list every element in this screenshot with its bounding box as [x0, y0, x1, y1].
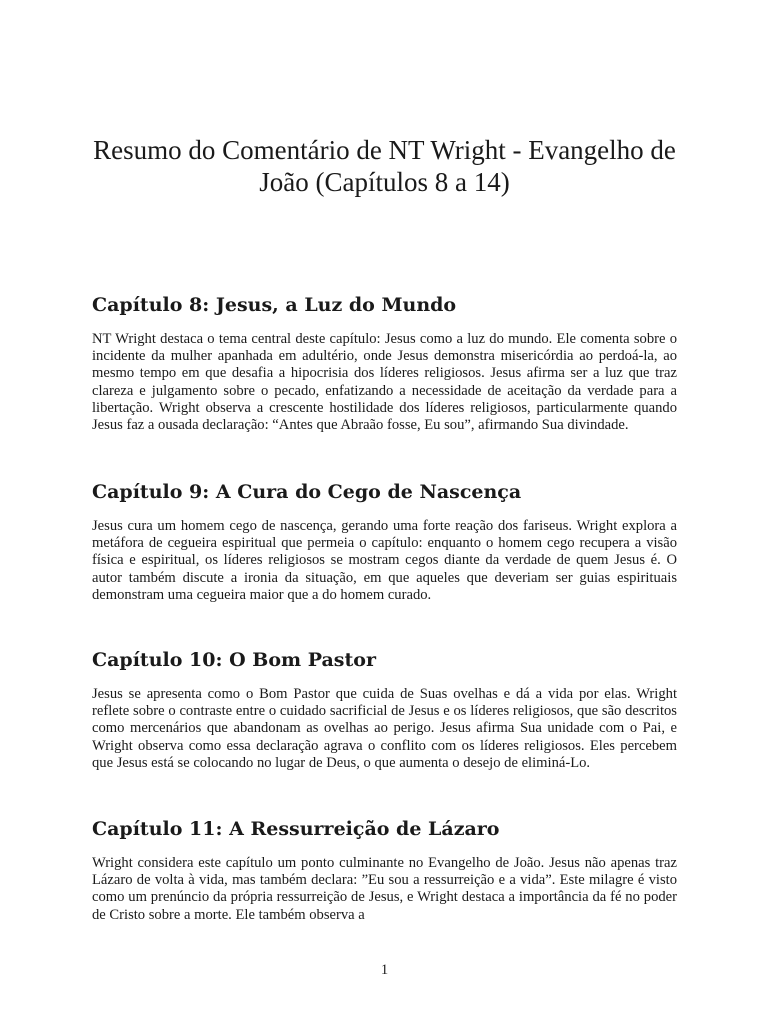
section-heading: Capítulo 10: O Bom Pastor: [92, 649, 376, 671]
document-page: [92, 0, 677, 1024]
section-heading: Capítulo 8: Jesus, a Luz do Mundo: [92, 294, 457, 316]
section-heading: Capítulo 9: A Cura do Cego de Nascença: [92, 481, 522, 503]
section-chapter-11: [92, 817, 677, 924]
page-number: 1: [380, 962, 389, 978]
section-chapter-8: [92, 293, 677, 434]
section-chapter-10: [92, 648, 677, 772]
section-paragraph: Wright considera este capítulo um ponto culminante no Evangelho de João. Jesus não apenas traz Lázaro de volta à vida, mas também declara: ”Eu sou a ressurreição e a vida”. Este milagre é visto como um prenúncio da própria ressurreição de Jesus, e Wright destaca a importância da fé no poder de Cristo sobre a morte. Ele também observa a: [92, 855, 677, 923]
section-paragraph: NT Wright destaca o tema central deste capítulo: Jesus como a luz do mundo. Ele comenta sobre o incidente da mulher apanhada em adultério, onde Jesus demonstra misericórdia ao perdoá-la, ao mesmo tempo em que desafia a hipocrisia dos líderes religiosos. Jesus afirma ser a luz que traz clareza e julgamento sobre o pecado, enfatizando a necessidade de aceitação da verdade para a libertação. Wright observa a crescente hostilidade dos líderes religiosos, particularmente quando Jesus faz a ousada declaração: “Antes que Abraão fosse, Eu sou”, afirmando Sua divindade.: [92, 331, 677, 434]
section-paragraph: Jesus cura um homem cego de nascença, gerando uma forte reação dos fariseus. Wright explora a metáfora de cegueira espiritual que permeia o capítulo: enquanto o homem cego recupera a visão física e espiritual, os líderes religiosos se mostram cegos diante da verdade de quem Jesus é. O autor também discute a ironia da situação, em que aqueles que deveriam ser guias espirituais demonstram uma cegueira maior que a do homem curado.: [92, 518, 677, 603]
section-heading: Capítulo 11: A Ressurreição de Lázaro: [92, 818, 500, 840]
section-paragraph: Jesus se apresenta como o Bom Pastor que cuida de Suas ovelhas e dá a vida por elas. Wright reflete sobre o contraste entre o cuidado sacrificial de Jesus e os líderes religiosos, que são descritos como mercenários que abandonam as ovelhas ao perigo. Jesus afirma Sua unidade com o Pai, e Wright observa como essa declaração agrava o conflito com os líderes religiosos. Eles percebem que Jesus está se colocando no lugar de Deus, o que aumenta o desejo de eliminá-Lo.: [92, 686, 677, 771]
section-chapter-9: [92, 480, 677, 604]
document-title: Resumo do Comentário de NT Wright - Evangelho de João (Capítulos 8 a 14): [93, 135, 676, 197]
